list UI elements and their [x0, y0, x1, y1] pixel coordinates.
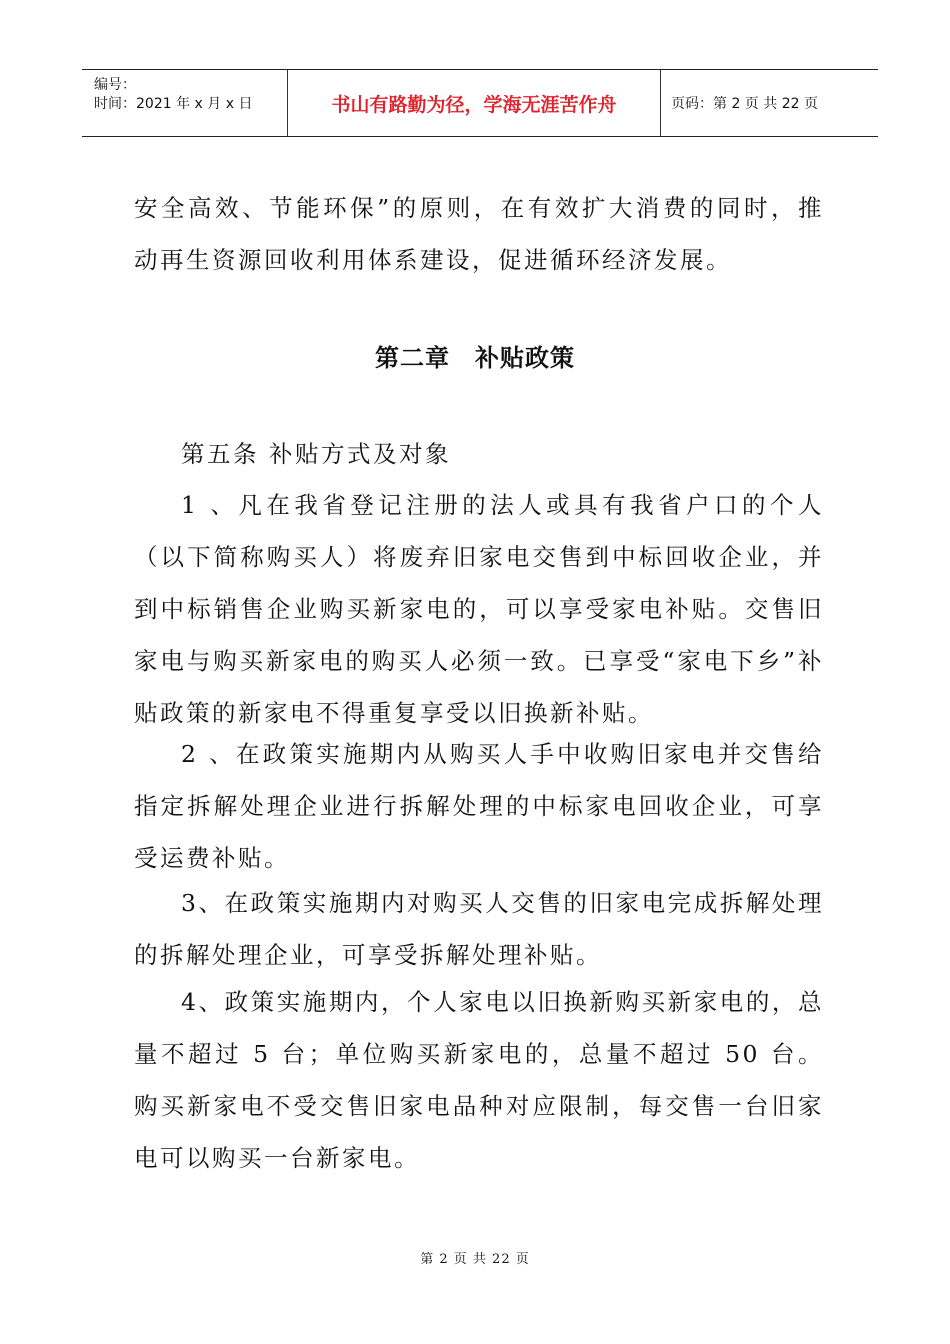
item-4-paragraph: 4、政策实施期内，个人家电以旧换新购买新家电的，总量不超过 5 台；单位购买新家电的，总量不超过 50 台。购买新家电不受交售旧家电品种对应限制，每交售一台旧家电可以购买一台新家电。: [134, 988, 824, 1172]
time-label: 时间：2021 年 x 月 x 日: [94, 96, 253, 112]
page-header: [82, 69, 878, 137]
item-3-paragraph: 3、在政策实施期内对购买人交售的旧家电完成拆解处理的拆解处理企业，可享受拆解处理补贴。: [134, 889, 824, 969]
item-2-paragraph: 2 、在政策实施期内从购买人手中收购旧家电并交售给指定拆解处理企业进行拆解处理的中标家电回收企业，可享受运费补贴。: [134, 740, 824, 872]
article-title: 第五条 补贴方式及对象: [181, 440, 451, 468]
header-page-info: [661, 70, 878, 136]
motto-text: 书山有路勤为径，学海无涯苦作舟: [331, 93, 617, 116]
page-label: 页码：第 2 页 共 22 页: [671, 96, 818, 112]
header-motto: [288, 70, 661, 136]
item-1-paragraph: 1 、凡在我省登记注册的法人或具有我省户口的个人（以下简称购买人）将废弃旧家电交售到中标回收企业，并到中标销售企业购买新家电的，可以享受家电补贴。交售旧家电与购买新家电的购买人必须一致。已享受“家电下乡”补贴政策的新家电不得重复享受以旧换新补贴。: [134, 491, 824, 727]
page-footer: 第 2 页 共 22 页: [420, 1252, 530, 1267]
number-label: 编号：: [94, 77, 136, 93]
intro-paragraph: 安全高效、节能环保”的原则，在有效扩大消费的同时，推动再生资源回收利用体系建设，促进循环经济发展。: [134, 194, 824, 274]
chapter-title: 第二章 补贴政策: [375, 344, 575, 372]
header-meta: [82, 70, 288, 136]
